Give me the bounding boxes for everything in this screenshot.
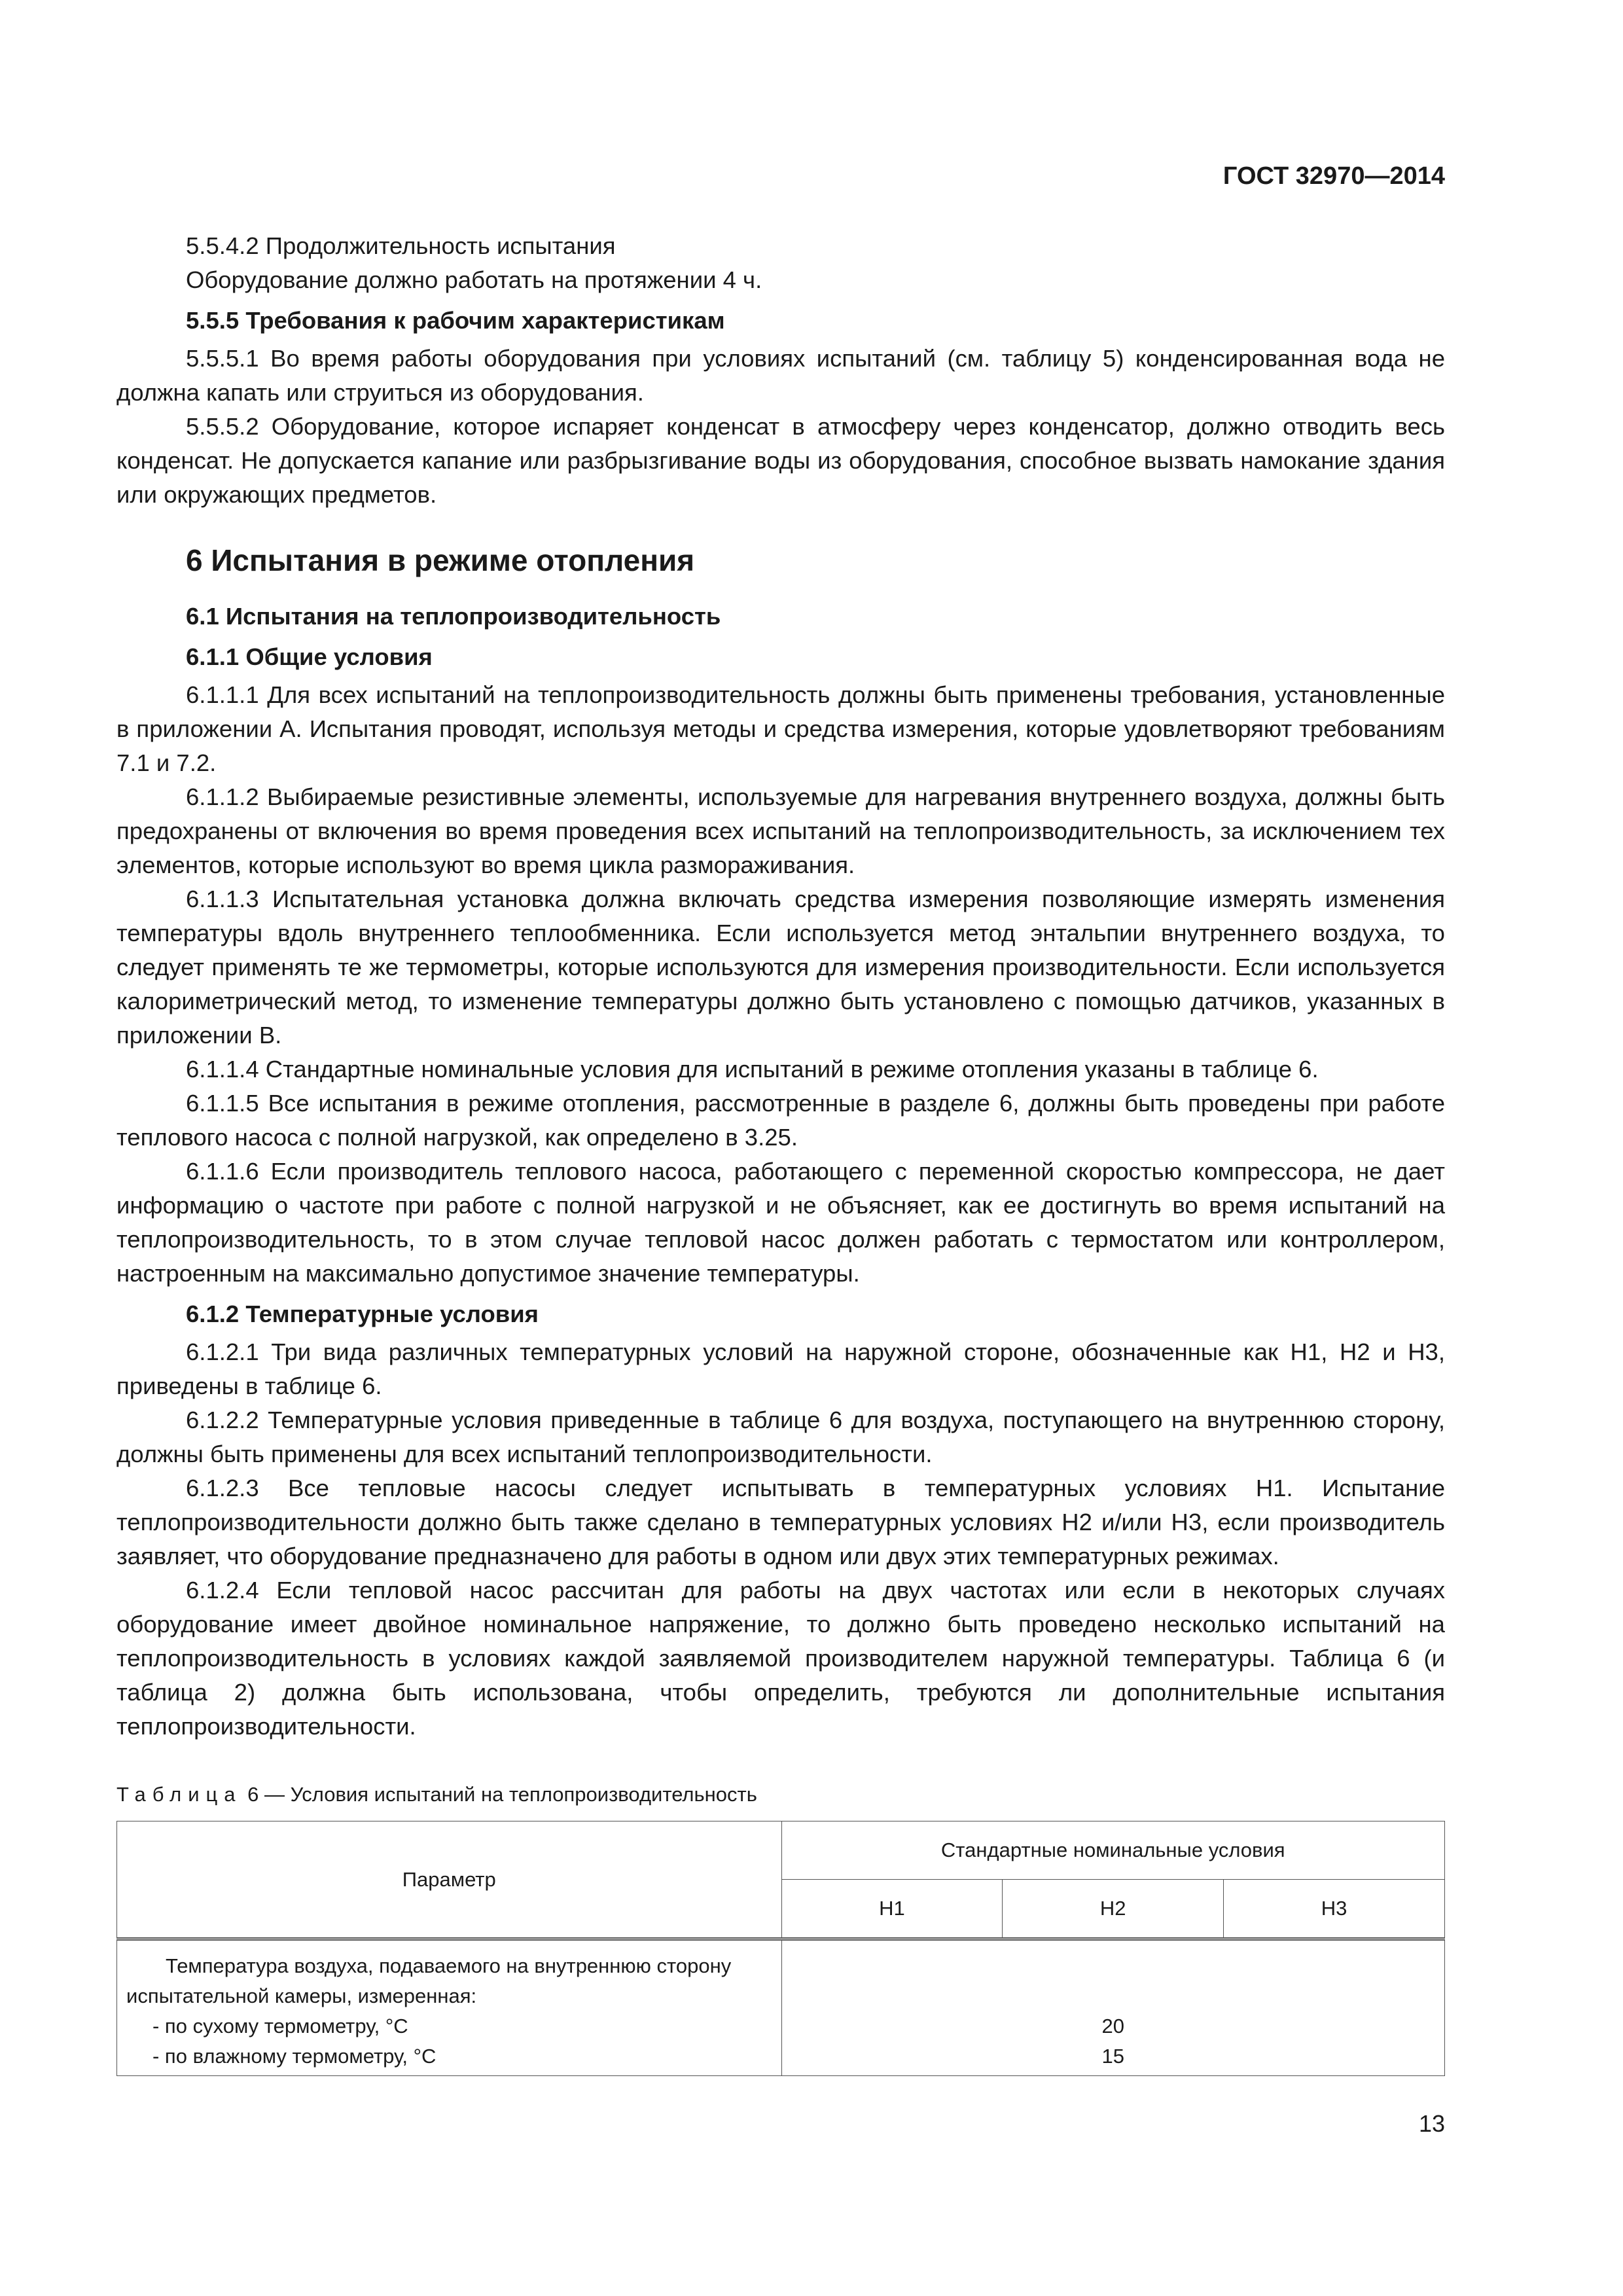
clause-6-1-2-3: 6.1.2.3 Все тепловые насосы следует испытывать в температурных условиях Н1. Испытание теплопроизводительности должно быть также сделано в температурных условиях Н2 и/или Н3, если производитель заявляет, что оборудование предназначено для работы в одном или двух этих температурных режимах.	[116, 1475, 1445, 1570]
clause-5-5-5-1: 5.5.5.1 Во время работы оборудования при условиях испытаний (см. таблицу 5) конденсированная вода не должна капать или струиться из оборудования.	[116, 345, 1445, 406]
clause-6-1-1-6: 6.1.1.6 Если производитель теплового насоса, работающего с переменной скоростью компрессора, не дает информацию о частоте при работе с полной нагрузкой и не объясняет, как ее достигнуть во время испытаний на теплопроизводительность, то в этом случае тепловой насос должен работать с термостатом или контроллером, настроенным на максимально допустимое значение температуры.	[116, 1158, 1445, 1287]
clause-6-1-2-4: 6.1.2.4 Если тепловой насос рассчитан для работы на двух частотах или если в некоторых случаях оборудование имеет двойное номинальное напряжение, то должно быть проведено несколько испытаний на теплопроизводительность в условиях каждой заявляемой производителем наружной температуры. Таблица 6 (и таблица 2) должна быть использована, чтобы определить, требуются ли дополнительные испытания теплопроизводительности.	[116, 1577, 1445, 1740]
row-parameter-label: Температура воздуха, подаваемого на внутреннюю сторону испытательной камеры, измеренная:	[126, 1954, 732, 2007]
clause-6-1-1-4: 6.1.1.4 Стандартные номинальные условия для испытаний в режиме отопления указаны в таблице 6.	[186, 1056, 1319, 1083]
section-heading-6: 6 Испытания в режиме отопления	[186, 543, 695, 577]
row-parameter-wet-bulb: - по влажному термометру, °С	[152, 2045, 437, 2068]
table-6	[116, 1821, 1445, 2076]
clause-5-5-4-2-text: Оборудование должно работать на протяжении 4 ч.	[186, 266, 762, 293]
row-parameter-cell	[117, 1939, 782, 2076]
clause-6-1-1-2: 6.1.1.2 Выбираемые резистивные элементы, используемые для нагревания внутреннего воздуха, должны быть предохранены от включения во время проведения всех испытаний на теплопроизводительность, за исключением тех элементов, которые используют во время цикла размораживания.	[116, 783, 1445, 878]
table-row	[117, 1939, 1445, 2076]
column-header-h3: Н3	[1224, 1880, 1445, 1939]
table-caption	[116, 1780, 1445, 1809]
document-code: ГОСТ 32970—2014	[1222, 162, 1445, 190]
column-header-group: Стандартные номинальные условия	[781, 1821, 1445, 1880]
column-header-parameter: Параметр	[117, 1821, 782, 1939]
heading-5-5-5: 5.5.5 Требования к рабочим характеристикам	[186, 307, 725, 334]
value-wet-bulb: 15	[1101, 2045, 1124, 2068]
table-caption-word: Таблица	[116, 1783, 242, 1806]
heading-6-1: 6.1 Испытания на теплопроизводительность	[186, 603, 721, 630]
page-number: 13	[1418, 2110, 1445, 2137]
table-caption-text: 6 — Условия испытаний на теплопроизводительность	[241, 1783, 757, 1806]
clause-6-1-1-5: 6.1.1.5 Все испытания в режиме отопления, рассмотренные в разделе 6, должны быть проведены при работе теплового насоса с полной нагрузкой, как определено в 3.25.	[116, 1090, 1445, 1151]
clause-6-1-1-3: 6.1.1.3 Испытательная установка должна включать средства измерения позволяющие измерять изменения температуры вдоль внутреннего теплообменника. Если используется метод энтальпии внутреннего воздуха, то следует применять те же термометры, которые используются для измерения производительности. Если используется калориметрический метод, то изменение температуры должно быть установлено с помощью датчиков, указанных в приложении В.	[116, 886, 1445, 1049]
clause-5-5-4-2-title: 5.5.4.2 Продолжительность испытания	[186, 232, 616, 259]
clause-6-1-2-2: 6.1.2.2 Температурные условия приведенные в таблице 6 для воздуха, поступающего на внутреннюю сторону, должны быть применены для всех испытаний теплопроизводительности.	[116, 1407, 1445, 1467]
clause-5-5-5-2: 5.5.5.2 Оборудование, которое испаряет конденсат в атмосферу через конденсатор, должно отводить весь конденсат. Не допускается капание или разбрызгивание воды из оборудования, способное вызвать намокание здания или окружающих предметов.	[116, 413, 1445, 508]
heading-6-1-2: 6.1.2 Температурные условия	[186, 1300, 539, 1327]
row-parameter-dry-bulb: - по сухому термометру, °С	[152, 2015, 408, 2037]
heading-6-1-1: 6.1.1 Общие условия	[186, 643, 433, 670]
page-content	[116, 229, 1445, 2076]
clause-6-1-1-1: 6.1.1.1 Для всех испытаний на теплопроизводительность должны быть применены требования, установленные в приложении А. Испытания проводят, используя методы и средства измерения, которые удовлетворяют требованиям 7.1 и 7.2.	[116, 681, 1445, 776]
clause-6-1-2-1: 6.1.2.1 Три вида различных температурных условий на наружной стороне, обозначенные как Н1, Н2 и Н3, приведены в таблице 6.	[116, 1338, 1445, 1399]
column-header-h2: Н2	[1003, 1880, 1224, 1939]
column-header-h1: Н1	[781, 1880, 1003, 1939]
value-dry-bulb: 20	[1101, 2015, 1124, 2037]
row-values-cell	[781, 1939, 1445, 2076]
